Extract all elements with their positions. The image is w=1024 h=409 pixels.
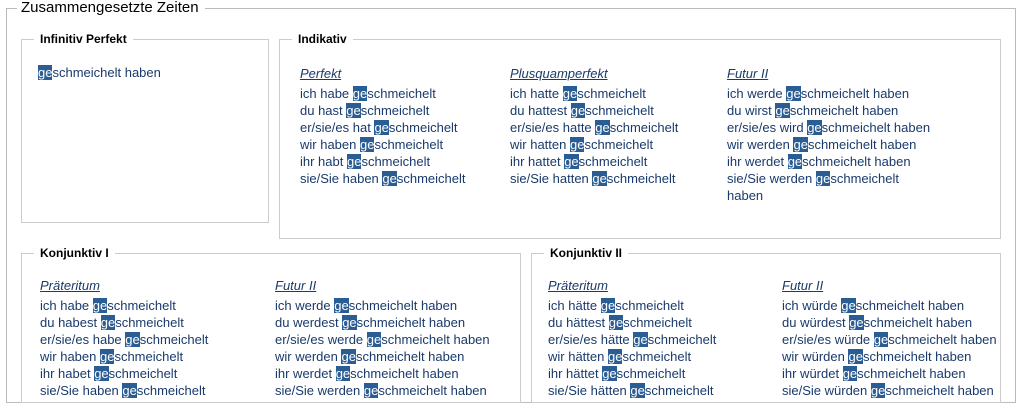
form-rest: schmeichelt <box>367 86 436 101</box>
conjugated-form <box>300 85 510 102</box>
conjugated-form <box>782 348 997 365</box>
prefix-highlight: ge <box>100 315 116 330</box>
form-prefix-text: er/sie/es werde <box>275 332 367 347</box>
form-rest: schmeichelt haben <box>863 315 973 330</box>
form-prefix-text: wir werden <box>275 349 342 364</box>
form-rest: schmeichelt haben <box>381 332 490 347</box>
form-prefix-text: wir hätten <box>548 349 608 364</box>
prefix-highlight: ge <box>602 366 617 381</box>
form-prefix-text: sie/Sie hätten <box>548 383 631 398</box>
form-rest: schmeichelt haben <box>355 349 465 364</box>
conjugated-form <box>275 365 515 382</box>
group-label-indikativ: Indikativ <box>292 32 353 46</box>
form-rest: schmeichelt <box>360 103 430 118</box>
prefix-highlight: ge <box>873 332 889 347</box>
tense-title-praeteritum-konj2: Präteritum <box>548 278 608 293</box>
form-list-plusquamperfekt <box>510 85 725 187</box>
form-prefix-text: ich habe <box>300 86 353 101</box>
conjugated-form <box>40 365 275 382</box>
prefix-highlight: ge <box>352 86 368 101</box>
group-label-konjunktiv-ii: Konjunktiv II <box>544 246 628 260</box>
form-rest: schmeichelt haben <box>52 65 161 80</box>
form-prefix-text: wir haben <box>300 137 360 152</box>
conjugated-form <box>300 102 510 119</box>
form-prefix-text: ihr werdet <box>727 154 788 169</box>
form-prefix-text: wir werden <box>727 137 794 152</box>
form-prefix-text: du würdest <box>782 315 850 330</box>
prefix-highlight: ge <box>94 366 109 381</box>
form-rest: schmeichelt <box>114 349 184 364</box>
conjugated-form <box>727 85 932 102</box>
conjugated-form <box>782 297 997 314</box>
prefix-highlight: ge <box>92 298 108 313</box>
conjugated-form <box>548 314 778 331</box>
conjugated-form <box>548 297 778 314</box>
form-rest: schmeichelt <box>644 383 714 398</box>
form-prefix-text: du wirst <box>727 103 776 118</box>
form-prefix-text: er/sie/es hat <box>300 120 375 135</box>
conjugated-form <box>548 365 778 382</box>
form-prefix-text: wir würden <box>782 349 849 364</box>
prefix-highlight: ge <box>848 349 863 364</box>
form-rest: schmeichelt <box>585 103 654 118</box>
prefix-highlight: ge <box>363 383 379 398</box>
conjugated-form <box>510 102 725 119</box>
prefix-highlight: ge <box>607 349 623 364</box>
form-rest: schmeichelt <box>623 315 692 330</box>
form-prefix-text: er/sie/es hätte <box>548 332 634 347</box>
conjugated-form <box>727 119 932 136</box>
prefix-highlight: ge <box>366 332 382 347</box>
form-prefix-text: ich werde <box>275 298 335 313</box>
prefix-highlight: ge <box>570 103 586 118</box>
tense-title-plusquamperfekt: Plusquamperfekt <box>510 66 608 81</box>
conjugated-form <box>510 136 725 153</box>
group-konjunktiv-i <box>21 246 521 403</box>
form-rest: schmeichelt <box>107 298 176 313</box>
form-rest: schmeichelt haben <box>378 383 487 398</box>
form-prefix-text: du werdest <box>275 315 343 330</box>
form-prefix-text: er/sie/es habe <box>40 332 126 347</box>
prefix-highlight: ge <box>608 315 624 330</box>
prefix-highlight: ge <box>125 332 140 347</box>
form-prefix-text: sie/Sie werden <box>275 383 364 398</box>
form-rest: schmeichelt <box>584 137 654 152</box>
prefix-highlight: ge <box>341 349 356 364</box>
column-plusquamperfekt <box>510 66 725 187</box>
conjugated-form <box>300 136 510 153</box>
tense-title-perfekt: Perfekt <box>300 66 342 81</box>
conjugated-form <box>548 382 778 399</box>
conjugated-form <box>782 365 997 382</box>
form-prefix-text: sie/Sie haben <box>40 383 123 398</box>
conjugated-form <box>727 102 932 119</box>
form-prefix-text: ich hatte <box>510 86 563 101</box>
conjugated-form <box>275 382 515 399</box>
prefix-highlight: ge <box>600 298 616 313</box>
group-konjunktiv-ii <box>531 246 1001 403</box>
prefix-highlight: ge <box>374 120 389 135</box>
form-rest: schmeichelt haben <box>356 315 466 330</box>
form-rest: schmeichelt <box>578 154 648 169</box>
form-prefix-text: ihr hattet <box>510 154 565 169</box>
form-prefix-text: sie/Sie haben <box>300 171 383 186</box>
form-list-perfekt <box>300 85 510 187</box>
form-rest: schmeichelt <box>622 349 692 364</box>
form-prefix-text: du habest <box>40 315 101 330</box>
form-prefix-text: er/sie/es wird <box>727 120 808 135</box>
form-rest: schmeichelt haben <box>350 366 459 381</box>
conjugated-form <box>300 170 510 187</box>
prefix-highlight: ge <box>793 137 808 152</box>
group-infinitiv-perfekt <box>21 32 269 223</box>
conjugated-form <box>510 119 725 136</box>
form-rest: schmeichelt haben <box>348 298 458 313</box>
form-rest: schmeichelt haben <box>888 332 997 347</box>
form-rest: schmeichelt <box>647 332 717 347</box>
form-rest: schmeichelt <box>115 315 184 330</box>
conjugated-form <box>275 348 515 365</box>
form-list-futur-ii-konj1 <box>275 297 515 399</box>
form-list-futur-ii-indikativ <box>727 85 932 204</box>
prefix-highlight: ge <box>564 154 579 169</box>
form-prefix-text: ihr hättet <box>548 366 603 381</box>
form-rest: schmeichelt <box>577 86 646 101</box>
prefix-highlight: ge <box>569 137 585 152</box>
conjugated-form <box>40 331 275 348</box>
prefix-highlight: ge <box>342 315 357 330</box>
conjugated-form <box>727 153 932 170</box>
prefix-highlight: ge <box>630 383 645 398</box>
tense-title-praeteritum-konj1: Präteritum <box>40 278 100 293</box>
column-futur-ii-konj2 <box>782 278 997 399</box>
prefix-highlight: ge <box>807 120 822 135</box>
prefix-highlight: ge <box>562 86 578 101</box>
form-rest: schmeichelt <box>388 120 458 135</box>
form-rest: schmeichelt haben <box>857 366 966 381</box>
prefix-highlight: ge <box>99 349 115 364</box>
conjugated-form <box>40 348 275 365</box>
form-rest: schmeichelt <box>139 332 209 347</box>
form-prefix-text: wir hatten <box>510 137 570 152</box>
prefix-highlight: ge <box>787 154 803 169</box>
prefix-highlight: ge <box>335 366 351 381</box>
tense-title-futur-ii-konj2: Futur II <box>782 278 824 293</box>
form-prefix-text: ich hätte <box>548 298 601 313</box>
conjugated-form <box>275 331 515 348</box>
form-list-futur-ii-konj2 <box>782 297 997 399</box>
form-prefix-text: wir haben <box>40 349 100 364</box>
conjugated-form <box>300 153 510 170</box>
form-rest: schmeichelt <box>361 154 431 169</box>
form-list-praeteritum-konj2 <box>548 297 778 399</box>
form-prefix-text: ihr habet <box>40 366 95 381</box>
form-prefix-text: er/sie/es würde <box>782 332 874 347</box>
infinitiv-perfekt-form <box>38 64 161 81</box>
conjugated-form <box>510 170 725 187</box>
form-prefix-text: ihr habt <box>300 154 347 169</box>
form-rest: schmeichelt haben <box>789 103 899 118</box>
prefix-highlight: ge <box>815 171 831 186</box>
column-perfekt <box>300 66 510 187</box>
form-rest: schmeichelt haben <box>862 349 972 364</box>
conjugated-form <box>510 153 725 170</box>
prefix-highlight: ge <box>870 383 886 398</box>
column-futur-ii-indikativ <box>727 66 932 204</box>
conjugated-form <box>275 297 515 314</box>
conjugated-form <box>782 382 997 399</box>
compound-tenses-panel <box>6 0 1016 403</box>
form-prefix-text: ihr werdet <box>275 366 336 381</box>
group-label-infinitiv-perfekt: Infinitiv Perfekt <box>34 32 133 46</box>
prefix-highlight: ge <box>38 65 53 80</box>
group-indikativ <box>279 32 1001 239</box>
form-rest: schmeichelt haben <box>800 86 910 101</box>
prefix-highlight: ge <box>122 383 137 398</box>
form-prefix-text: ich werde <box>727 86 787 101</box>
form-rest: schmeichelt haben <box>727 171 899 203</box>
tense-title-futur-ii-indikativ: Futur II <box>727 66 769 81</box>
form-prefix-text: er/sie/es hatte <box>510 120 596 135</box>
prefix-highlight: ge <box>841 298 856 313</box>
page-title: Zusammengesetzte Zeiten <box>17 0 205 16</box>
form-rest: schmeichelt <box>374 137 444 152</box>
prefix-highlight: ge <box>842 366 858 381</box>
form-prefix-text: ich habe <box>40 298 93 313</box>
prefix-highlight: ge <box>592 171 607 186</box>
conjugated-form <box>275 314 515 331</box>
form-prefix-text: du hattest <box>510 103 571 118</box>
form-rest: schmeichelt <box>396 171 466 186</box>
column-futur-ii-konj1 <box>275 278 515 399</box>
prefix-highlight: ge <box>775 103 790 118</box>
form-prefix-text: ihr würdet <box>782 366 843 381</box>
conjugated-form <box>727 136 932 153</box>
conjugated-form <box>548 348 778 365</box>
prefix-highlight: ge <box>382 171 397 186</box>
conjugated-form <box>782 314 997 331</box>
form-rest: schmeichelt haben <box>821 120 931 135</box>
form-rest: schmeichelt <box>108 366 178 381</box>
conjugated-form <box>40 314 275 331</box>
column-praeteritum-konj2 <box>548 278 778 399</box>
conjugated-form <box>510 85 725 102</box>
form-prefix-text: sie/Sie hatten <box>510 171 593 186</box>
form-list-praeteritum-konj1 <box>40 297 275 399</box>
prefix-highlight: ge <box>346 154 362 169</box>
form-rest: schmeichelt <box>609 120 679 135</box>
form-rest: schmeichelt haben <box>855 298 965 313</box>
prefix-highlight: ge <box>334 298 349 313</box>
tense-title-futur-ii-konj1: Futur II <box>275 278 317 293</box>
form-rest: schmeichelt haben <box>802 154 911 169</box>
prefix-highlight: ge <box>346 103 361 118</box>
form-rest: schmeichelt <box>606 171 676 186</box>
group-label-konjunktiv-i: Konjunktiv I <box>34 246 115 260</box>
form-prefix-text: du hättest <box>548 315 609 330</box>
form-prefix-text: ich würde <box>782 298 842 313</box>
form-rest: schmeichelt haben <box>807 137 917 152</box>
conjugated-form <box>40 382 275 399</box>
conjugated-form <box>782 331 997 348</box>
form-prefix-text: du hast <box>300 103 347 118</box>
prefix-highlight: ge <box>786 86 801 101</box>
prefix-highlight: ge <box>359 137 375 152</box>
prefix-highlight: ge <box>849 315 864 330</box>
conjugated-form <box>548 331 778 348</box>
conjugated-form <box>40 297 275 314</box>
conjugated-form <box>300 119 510 136</box>
prefix-highlight: ge <box>595 120 610 135</box>
form-prefix-text: sie/Sie würden <box>782 383 871 398</box>
column-praeteritum-konj1 <box>40 278 275 399</box>
form-rest: schmeichelt <box>136 383 206 398</box>
form-rest: schmeichelt <box>616 366 686 381</box>
conjugated-form <box>727 170 932 204</box>
form-rest: schmeichelt haben <box>885 383 994 398</box>
prefix-highlight: ge <box>633 332 648 347</box>
form-prefix-text: sie/Sie werden <box>727 171 816 186</box>
form-rest: schmeichelt <box>615 298 684 313</box>
